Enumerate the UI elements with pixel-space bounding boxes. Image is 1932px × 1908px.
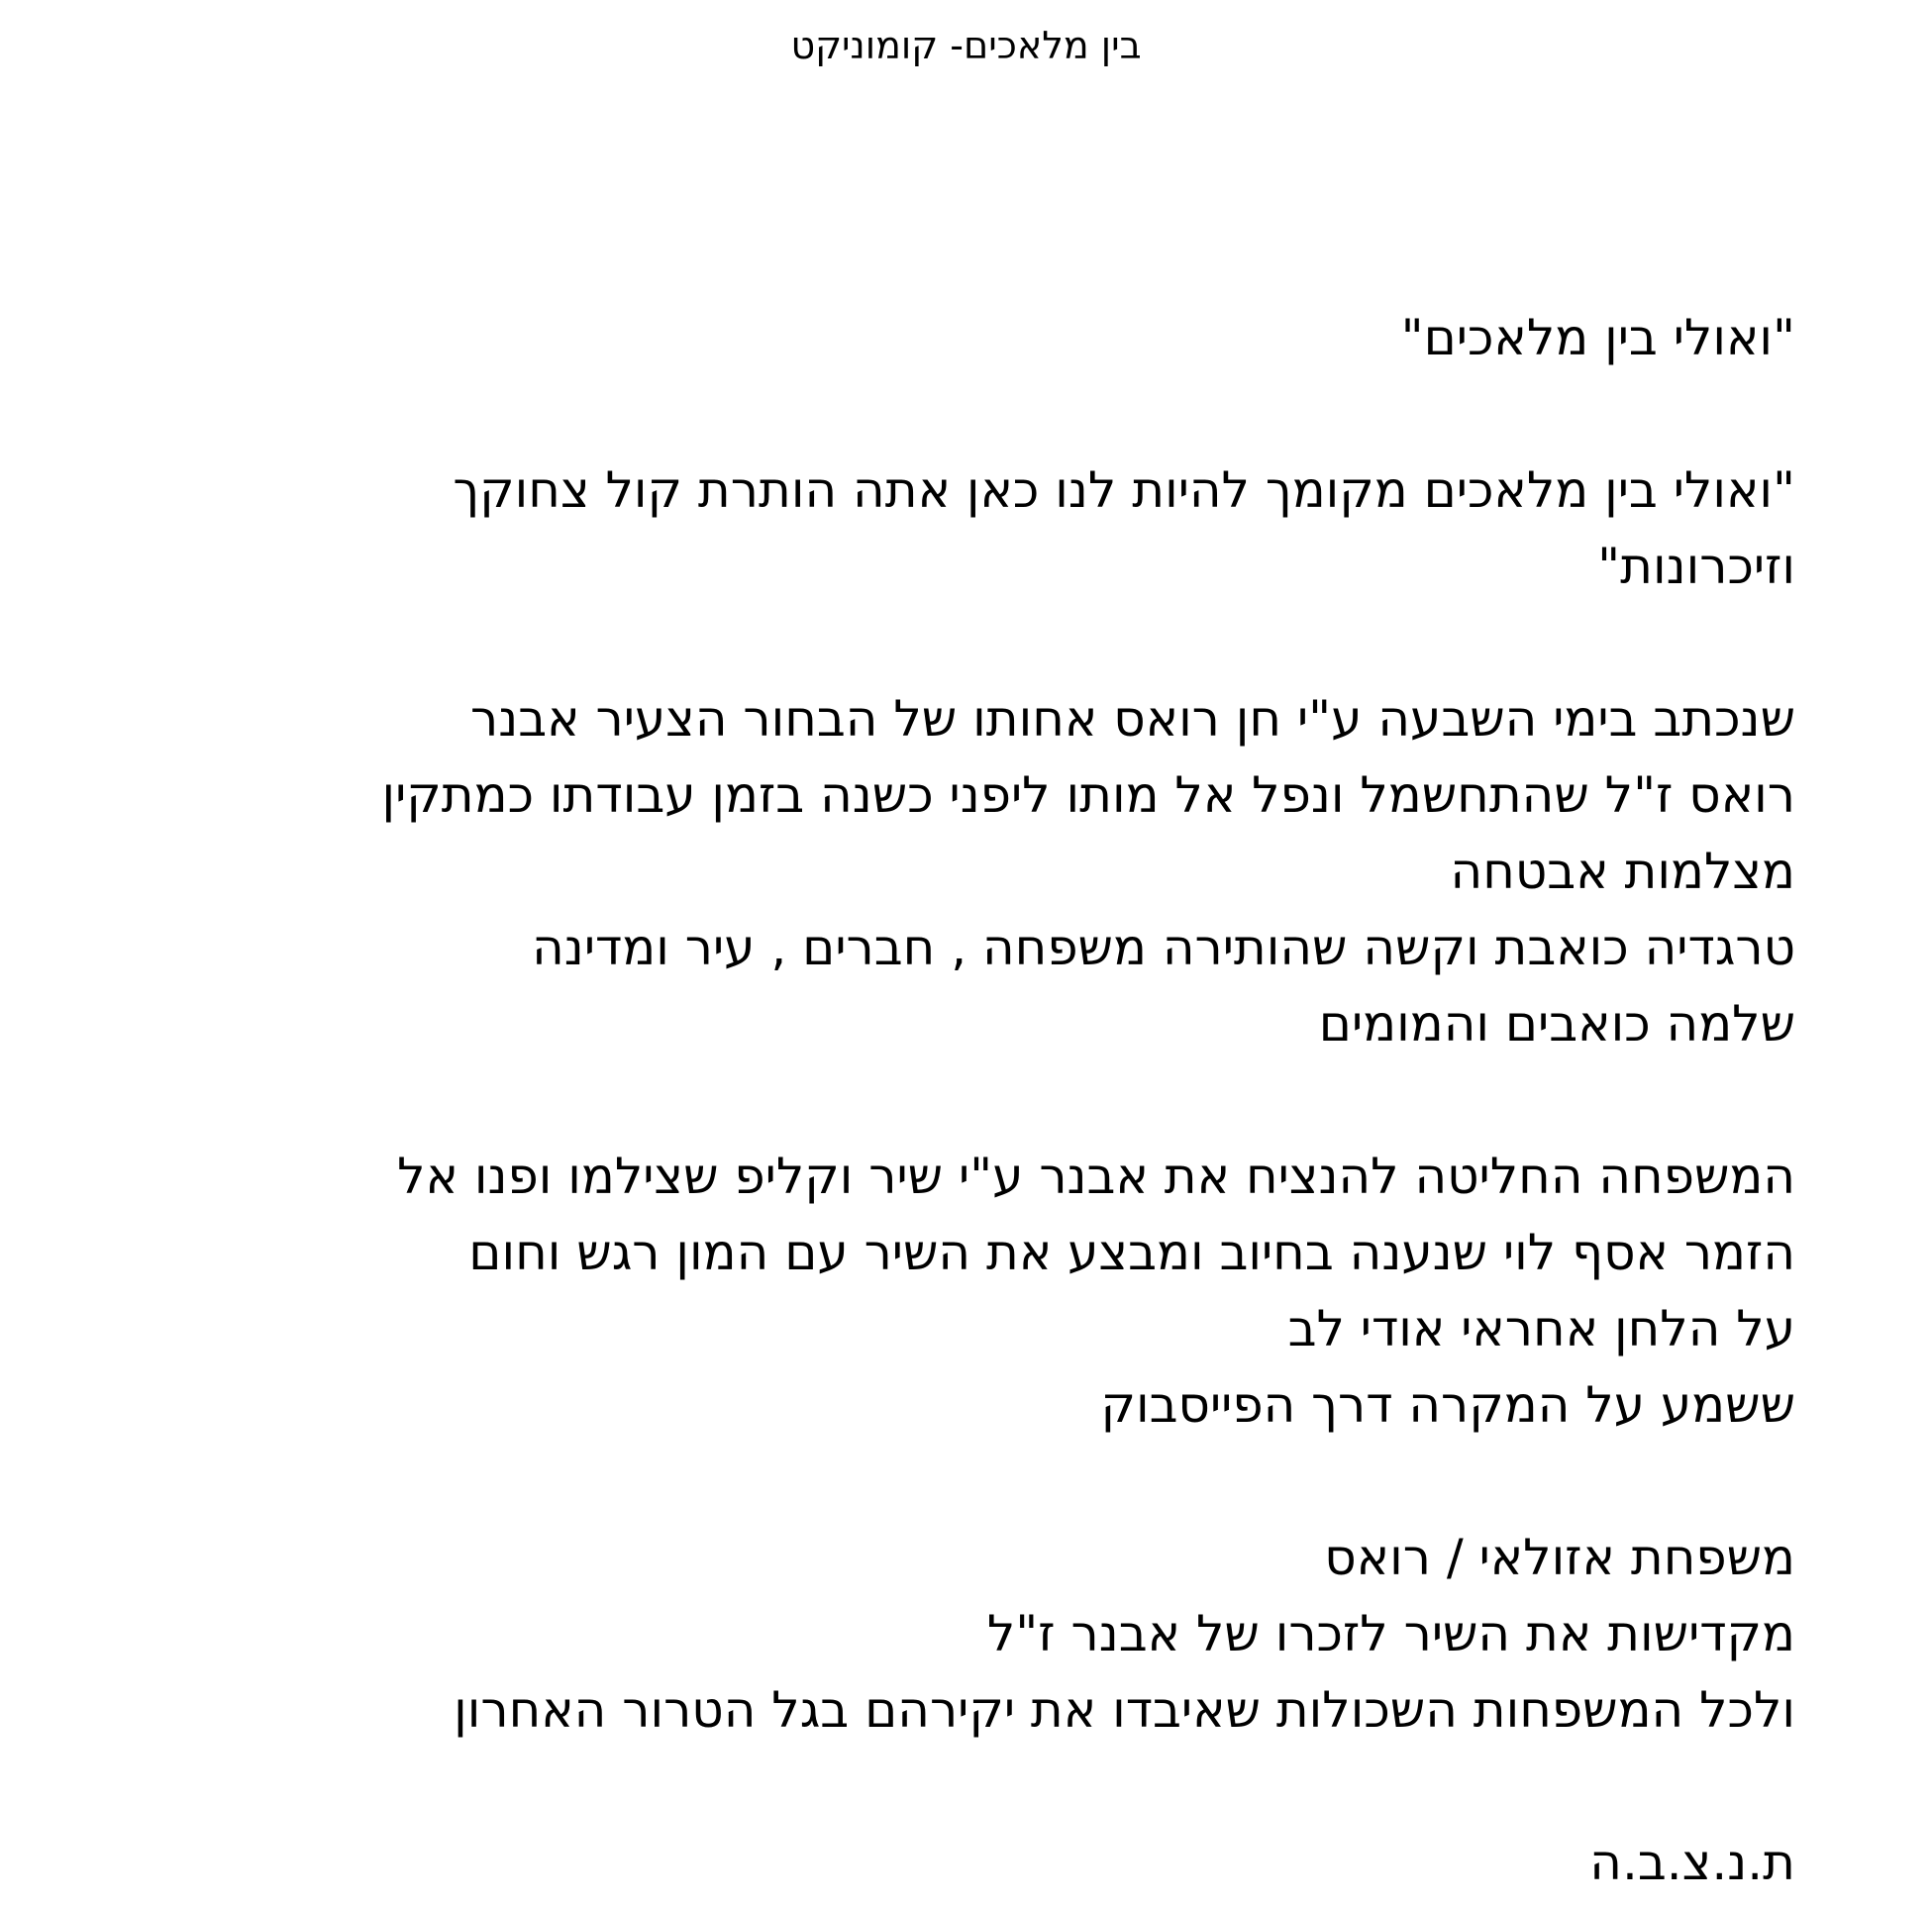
closing-line: ת.נ.צ.ב.ה — [1589, 1834, 1795, 1891]
story-line: שלמה כואבים והמומים — [1318, 995, 1795, 1053]
song-title: "ואולי בין מלאכים" — [1400, 309, 1795, 366]
story-line: שנכתב בימי השבעה ע"י חן רואס אחותו של הבחור הצעיר אבנר — [470, 690, 1795, 748]
paragraph-gap — [52, 1444, 1795, 1520]
family-line: ששמע על המקרה דרך הפייסבוק — [1100, 1376, 1795, 1434]
paragraph-gap — [52, 605, 1795, 681]
document-body — [52, 300, 1795, 1901]
story-line: טרגדיה כואבת וקשה שהותירה משפחה , חברים , עיר ומדינה — [532, 919, 1795, 976]
dedication-line: מקדישות את השיר לזכרו של אבנר ז"ל — [986, 1605, 1795, 1662]
dedication-line: משפחת אזולאי / רואס — [1324, 1529, 1795, 1586]
quote-line: וזיכרונות" — [1597, 538, 1795, 595]
quote-line: "ואולי בין מלאכים מקומך להיות לנו כאן אתה הותרת קול צחוקך — [453, 461, 1795, 519]
family-line: על הלחן אחראי אודי לב — [1287, 1300, 1795, 1357]
paragraph-gap — [52, 1749, 1795, 1825]
page-header: בין מלאכים- קומוניקט — [790, 24, 1142, 67]
story-line: מצלמות אבטחה — [1450, 843, 1795, 900]
paragraph-gap — [52, 1062, 1795, 1139]
family-line: המשפחה החליטה להנציח את אבנר ע"י שיר וקליפ שצילמו ופנו אל — [397, 1148, 1795, 1205]
story-line: רואס ז"ל שהתחשמל ונפל אל מותו ליפני כשנה בזמן עבודתו כמתקין — [381, 766, 1795, 824]
family-line: הזמר אסף לוי שנענה בחיוב ומבצע את השיר עם המון רגש וחום — [468, 1224, 1795, 1281]
dedication-line: ולכל המשפחות השכולות שאיבדו את יקירהם בגל הטרור האחרון — [454, 1681, 1795, 1739]
paragraph-gap — [52, 376, 1795, 452]
